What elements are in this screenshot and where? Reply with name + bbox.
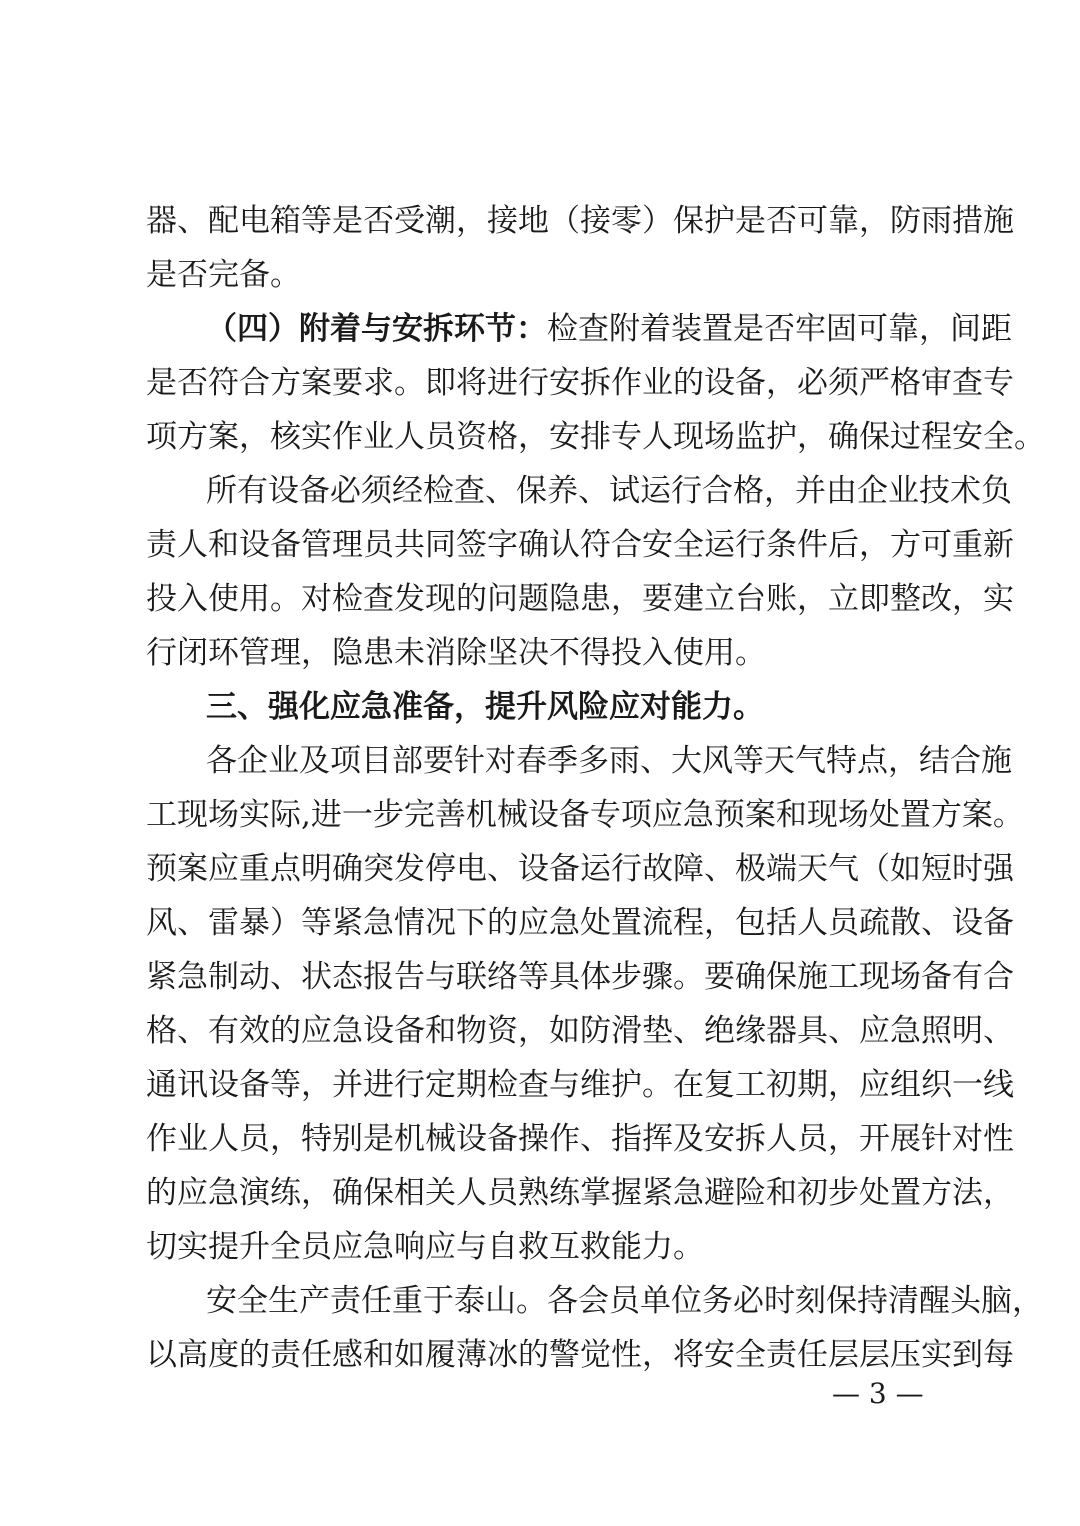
body-line: 投入使用。对检查发现的问题隐患，要建立台账，立即整改，实 xyxy=(146,581,1014,617)
body-line: 格、有效的应急设备和物资，如防滑垫、绝缘器具、应急照明、 xyxy=(146,1013,1014,1049)
body-line: 以高度的责任感和如履薄冰的警觉性，将安全责任层层压实到每 xyxy=(146,1337,1014,1373)
body-line: 责人和设备管理员共同签字确认符合安全运行条件后，方可重新 xyxy=(146,527,1014,563)
body-line: 项方案，核实作业人员资格，安排专人现场监护，确保过程安全。 xyxy=(146,419,1045,455)
body-line: 作业人员，特别是机械设备操作、指挥及安拆人员，开展针对性 xyxy=(146,1121,1014,1157)
body-line: 器、配电箱等是否受潮，接地（接零）保护是否可靠，防雨措施 xyxy=(146,203,1014,239)
body-line: 工现场实际,进一步完善机械设备专项应急预案和现场处置方案。 xyxy=(146,797,1024,833)
page-number: — 3 — xyxy=(832,1377,924,1410)
body-line: 是否完备。 xyxy=(146,257,301,293)
subsection-text: 检查附着装置是否牢固可靠，间距 xyxy=(547,311,1012,347)
body-line: 预案应重点明确突发停电、设备运行故障、极端天气（如短时强 xyxy=(146,851,1014,887)
body-line: 紧急制动、状态报告与联络等具体步骤。要确保施工现场备有合 xyxy=(146,959,1014,995)
paragraph-first-line: 所有设备必须经检查、保养、试运行合格，并由企业技术负 xyxy=(206,473,1012,509)
body-line: 通讯设备等，并进行定期检查与维护。在复工初期，应组织一线 xyxy=(146,1067,1014,1103)
body-line: 切实提升全员应急响应与自救互救能力。 xyxy=(146,1229,704,1265)
body-line: 风、雷暴）等紧急情况下的应急处置流程，包括人员疏散、设备 xyxy=(146,905,1014,941)
subsection-title: （四）附着与安拆环节： xyxy=(206,311,547,347)
section-heading: 三、强化应急准备，提升风险应对能力。 xyxy=(206,689,764,725)
paragraph-first-line: 各企业及项目部要针对春季多雨、大风等天气特点，结合施 xyxy=(206,743,1012,779)
subsection-paragraph-line xyxy=(146,302,1012,356)
body-line: 的应急演练，确保相关人员熟练掌握紧急避险和初步处置方法， xyxy=(146,1175,1014,1211)
body-line: 是否符合方案要求。即将进行安拆作业的设备，必须严格审查专 xyxy=(146,365,1014,401)
paragraph-first-line: 安全生产责任重于泰山。各会员单位务必时刻保持清醒头脑， xyxy=(206,1283,1043,1319)
document-body xyxy=(146,194,1045,1382)
body-line: 行闭环管理，隐患未消除坚决不得投入使用。 xyxy=(146,635,766,671)
